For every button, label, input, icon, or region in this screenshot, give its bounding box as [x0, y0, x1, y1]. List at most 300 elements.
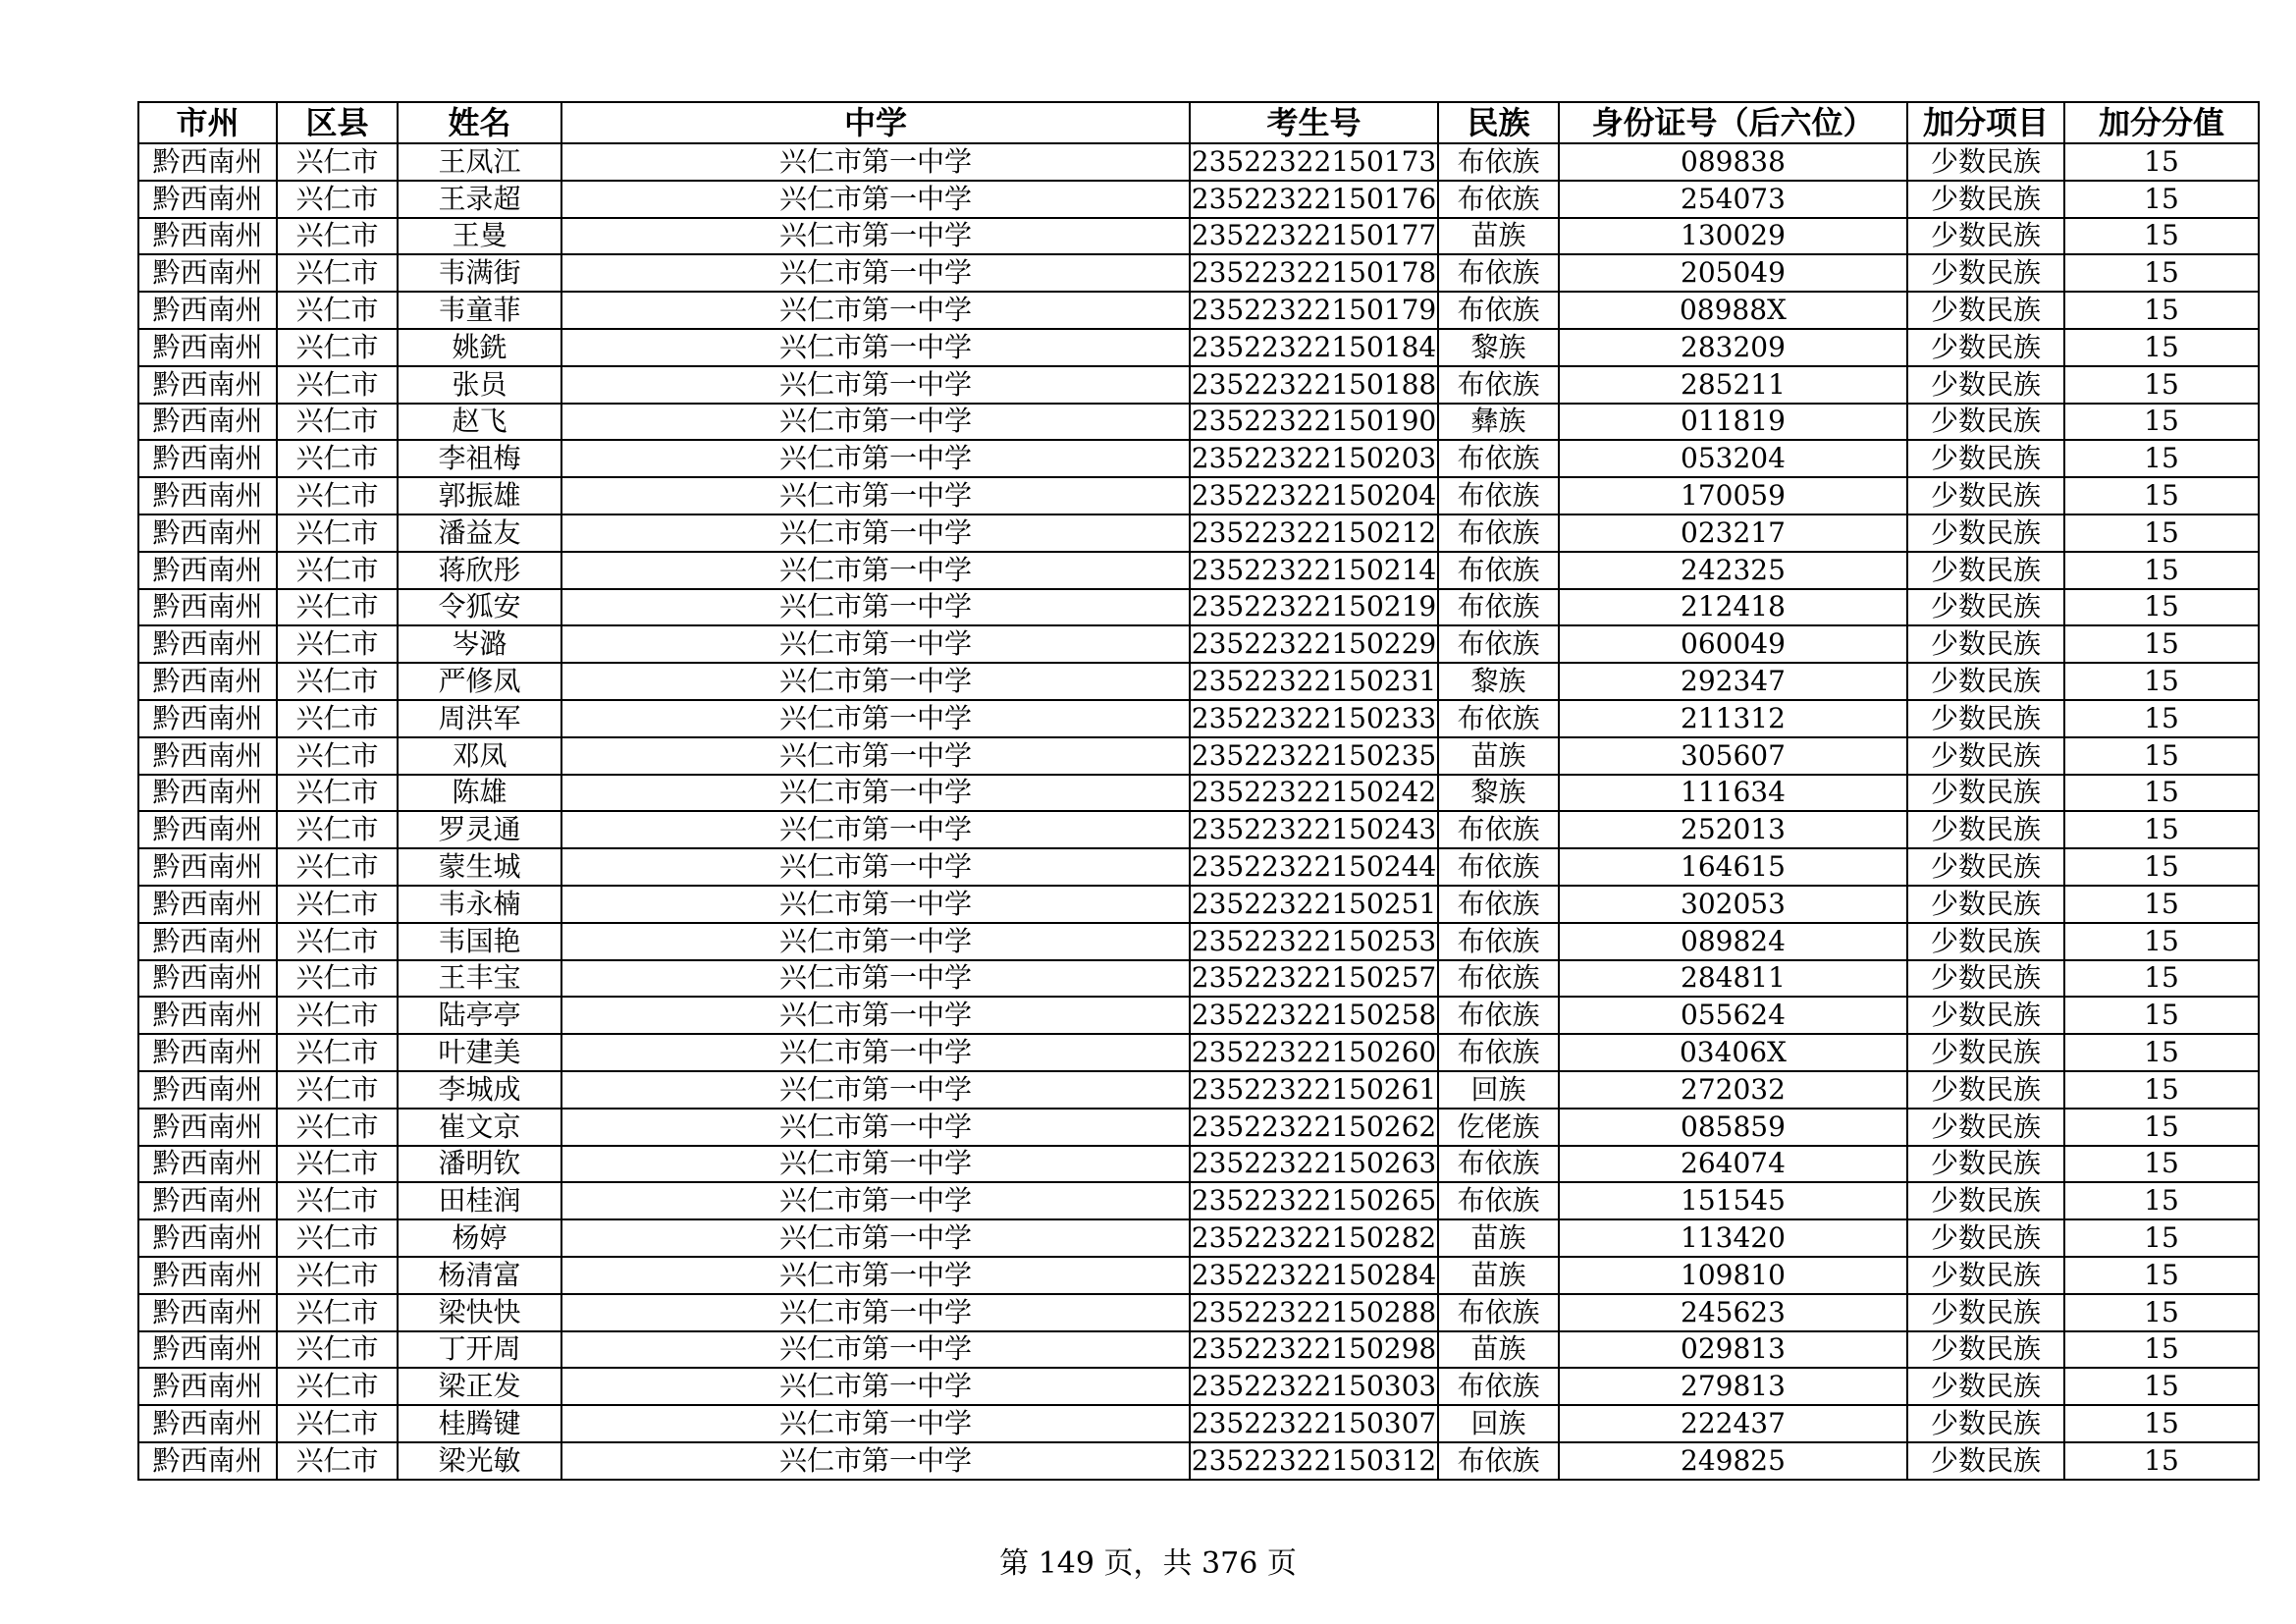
cell-county: 兴仁市	[277, 1257, 398, 1294]
cell-bonus-value: 15	[2064, 1331, 2259, 1369]
cell-ethnicity: 布依族	[1438, 254, 1559, 292]
cell-name: 梁光敏	[398, 1442, 561, 1480]
cell-county: 兴仁市	[277, 811, 398, 848]
cell-county: 兴仁市	[277, 1442, 398, 1480]
cell-school: 兴仁市第一中学	[561, 663, 1190, 700]
cell-ethnicity: 布依族	[1438, 960, 1559, 998]
cell-id-last-six: 279813	[1559, 1368, 1907, 1405]
cell-exam-number: 23522322150229	[1190, 625, 1438, 663]
cell-school: 兴仁市第一中学	[561, 404, 1190, 441]
cell-name: 李城成	[398, 1071, 561, 1109]
cell-ethnicity: 苗族	[1438, 1331, 1559, 1369]
cell-exam-number: 23522322150258	[1190, 997, 1438, 1034]
cell-bonus-item: 少数民族	[1907, 1405, 2064, 1442]
cell-exam-number: 23522322150184	[1190, 329, 1438, 366]
cell-id-last-six: 023217	[1559, 514, 1907, 552]
cell-bonus-item: 少数民族	[1907, 1331, 2064, 1369]
cell-name: 韦满街	[398, 254, 561, 292]
cell-exam-number: 23522322150173	[1190, 143, 1438, 181]
cell-name: 桂腾键	[398, 1405, 561, 1442]
cell-county: 兴仁市	[277, 1146, 398, 1183]
cell-bonus-value: 15	[2064, 811, 2259, 848]
cell-exam-number: 23522322150312	[1190, 1442, 1438, 1480]
cell-bonus-item: 少数民族	[1907, 366, 2064, 404]
cell-school: 兴仁市第一中学	[561, 366, 1190, 404]
cell-exam-number: 23522322150242	[1190, 775, 1438, 812]
cell-id-last-six: 302053	[1559, 886, 1907, 923]
cell-exam-number: 23522322150176	[1190, 181, 1438, 218]
cell-ethnicity: 布依族	[1438, 1034, 1559, 1071]
table-row	[138, 811, 2259, 848]
cell-ethnicity: 布依族	[1438, 997, 1559, 1034]
cell-city: 黔西南州	[138, 848, 277, 886]
cell-bonus-value: 15	[2064, 1109, 2259, 1146]
cell-name: 周洪军	[398, 700, 561, 737]
table-row	[138, 1146, 2259, 1183]
header-ethnicity: 民族	[1438, 102, 1559, 143]
cell-city: 黔西南州	[138, 1034, 277, 1071]
cell-bonus-item: 少数民族	[1907, 552, 2064, 589]
cell-name: 杨婷	[398, 1219, 561, 1257]
cell-exam-number: 23522322150204	[1190, 477, 1438, 514]
cell-name: 李祖梅	[398, 440, 561, 477]
cell-exam-number: 23522322150231	[1190, 663, 1438, 700]
cell-exam-number: 23522322150298	[1190, 1331, 1438, 1369]
cell-county: 兴仁市	[277, 514, 398, 552]
cell-school: 兴仁市第一中学	[561, 1294, 1190, 1331]
cell-exam-number: 23522322150244	[1190, 848, 1438, 886]
cell-county: 兴仁市	[277, 775, 398, 812]
cell-id-last-six: 245623	[1559, 1294, 1907, 1331]
cell-id-last-six: 109810	[1559, 1257, 1907, 1294]
cell-id-last-six: 284811	[1559, 960, 1907, 998]
cell-bonus-item: 少数民族	[1907, 218, 2064, 255]
cell-bonus-value: 15	[2064, 625, 2259, 663]
cell-bonus-value: 15	[2064, 737, 2259, 775]
cell-county: 兴仁市	[277, 552, 398, 589]
cell-name: 韦童菲	[398, 292, 561, 329]
cell-name: 梁快快	[398, 1294, 561, 1331]
cell-bonus-value: 15	[2064, 886, 2259, 923]
cell-bonus-value: 15	[2064, 477, 2259, 514]
cell-school: 兴仁市第一中学	[561, 923, 1190, 960]
cell-school: 兴仁市第一中学	[561, 625, 1190, 663]
header-exam-number: 考生号	[1190, 102, 1438, 143]
cell-id-last-six: 029813	[1559, 1331, 1907, 1369]
cell-ethnicity: 回族	[1438, 1405, 1559, 1442]
cell-county: 兴仁市	[277, 218, 398, 255]
cell-id-last-six: 060049	[1559, 625, 1907, 663]
cell-id-last-six: 089824	[1559, 923, 1907, 960]
table-row	[138, 1219, 2259, 1257]
table-row	[138, 1368, 2259, 1405]
cell-name: 陈雄	[398, 775, 561, 812]
cell-county: 兴仁市	[277, 366, 398, 404]
table-row	[138, 1294, 2259, 1331]
cell-name: 蒋欣彤	[398, 552, 561, 589]
cell-id-last-six: 08988X	[1559, 292, 1907, 329]
cell-bonus-item: 少数民族	[1907, 886, 2064, 923]
cell-county: 兴仁市	[277, 663, 398, 700]
cell-city: 黔西南州	[138, 404, 277, 441]
cell-school: 兴仁市第一中学	[561, 143, 1190, 181]
cell-bonus-value: 15	[2064, 1219, 2259, 1257]
table-row	[138, 514, 2259, 552]
table-row	[138, 218, 2259, 255]
cell-city: 黔西南州	[138, 1182, 277, 1219]
cell-id-last-six: 053204	[1559, 440, 1907, 477]
cell-name: 陆亭亭	[398, 997, 561, 1034]
cell-bonus-value: 15	[2064, 848, 2259, 886]
cell-ethnicity: 苗族	[1438, 737, 1559, 775]
cell-bonus-value: 15	[2064, 404, 2259, 441]
cell-county: 兴仁市	[277, 1071, 398, 1109]
cell-exam-number: 23522322150288	[1190, 1294, 1438, 1331]
cell-city: 黔西南州	[138, 440, 277, 477]
cell-bonus-item: 少数民族	[1907, 848, 2064, 886]
cell-name: 王曼	[398, 218, 561, 255]
cell-id-last-six: 205049	[1559, 254, 1907, 292]
table-row	[138, 737, 2259, 775]
cell-county: 兴仁市	[277, 700, 398, 737]
cell-city: 黔西南州	[138, 737, 277, 775]
cell-bonus-item: 少数民族	[1907, 329, 2064, 366]
cell-exam-number: 23522322150257	[1190, 960, 1438, 998]
cell-city: 黔西南州	[138, 1219, 277, 1257]
table-row	[138, 775, 2259, 812]
cell-name: 郭振雄	[398, 477, 561, 514]
cell-name: 蒙生城	[398, 848, 561, 886]
cell-ethnicity: 布依族	[1438, 625, 1559, 663]
cell-ethnicity: 布依族	[1438, 1146, 1559, 1183]
cell-city: 黔西南州	[138, 960, 277, 998]
table-row	[138, 663, 2259, 700]
cell-school: 兴仁市第一中学	[561, 254, 1190, 292]
cell-county: 兴仁市	[277, 292, 398, 329]
cell-city: 黔西南州	[138, 1405, 277, 1442]
cell-school: 兴仁市第一中学	[561, 440, 1190, 477]
cell-id-last-six: 055624	[1559, 997, 1907, 1034]
cell-bonus-item: 少数民族	[1907, 625, 2064, 663]
table-row	[138, 589, 2259, 626]
cell-ethnicity: 苗族	[1438, 1219, 1559, 1257]
cell-bonus-item: 少数民族	[1907, 811, 2064, 848]
cell-bonus-item: 少数民族	[1907, 700, 2064, 737]
cell-county: 兴仁市	[277, 440, 398, 477]
cell-exam-number: 23522322150177	[1190, 218, 1438, 255]
cell-city: 黔西南州	[138, 1442, 277, 1480]
cell-city: 黔西南州	[138, 589, 277, 626]
cell-bonus-value: 15	[2064, 1034, 2259, 1071]
cell-school: 兴仁市第一中学	[561, 477, 1190, 514]
cell-ethnicity: 布依族	[1438, 181, 1559, 218]
table-row	[138, 1182, 2259, 1219]
table-row	[138, 254, 2259, 292]
cell-bonus-value: 15	[2064, 1368, 2259, 1405]
cell-name: 王凤江	[398, 143, 561, 181]
cell-exam-number: 23522322150282	[1190, 1219, 1438, 1257]
cell-exam-number: 23522322150179	[1190, 292, 1438, 329]
cell-school: 兴仁市第一中学	[561, 218, 1190, 255]
cell-ethnicity: 布依族	[1438, 886, 1559, 923]
cell-id-last-six: 242325	[1559, 552, 1907, 589]
cell-id-last-six: 164615	[1559, 848, 1907, 886]
cell-id-last-six: 292347	[1559, 663, 1907, 700]
cell-exam-number: 23522322150284	[1190, 1257, 1438, 1294]
cell-name: 丁开周	[398, 1331, 561, 1369]
cell-city: 黔西南州	[138, 329, 277, 366]
cell-id-last-six: 249825	[1559, 1442, 1907, 1480]
cell-ethnicity: 布依族	[1438, 811, 1559, 848]
cell-school: 兴仁市第一中学	[561, 589, 1190, 626]
cell-id-last-six: 170059	[1559, 477, 1907, 514]
cell-bonus-value: 15	[2064, 143, 2259, 181]
cell-school: 兴仁市第一中学	[561, 886, 1190, 923]
cell-ethnicity: 黎族	[1438, 329, 1559, 366]
cell-bonus-value: 15	[2064, 181, 2259, 218]
cell-city: 黔西南州	[138, 663, 277, 700]
cell-city: 黔西南州	[138, 1368, 277, 1405]
cell-city: 黔西南州	[138, 254, 277, 292]
cell-school: 兴仁市第一中学	[561, 1146, 1190, 1183]
table-row	[138, 886, 2259, 923]
cell-id-last-six: 113420	[1559, 1219, 1907, 1257]
cell-exam-number: 23522322150243	[1190, 811, 1438, 848]
cell-school: 兴仁市第一中学	[561, 737, 1190, 775]
cell-city: 黔西南州	[138, 552, 277, 589]
cell-bonus-item: 少数民族	[1907, 1071, 2064, 1109]
cell-ethnicity: 苗族	[1438, 218, 1559, 255]
cell-exam-number: 23522322150261	[1190, 1071, 1438, 1109]
table-row	[138, 292, 2259, 329]
cell-bonus-item: 少数民族	[1907, 440, 2064, 477]
cell-bonus-item: 少数民族	[1907, 1257, 2064, 1294]
cell-name: 令狐安	[398, 589, 561, 626]
cell-bonus-item: 少数民族	[1907, 1442, 2064, 1480]
cell-ethnicity: 彝族	[1438, 404, 1559, 441]
cell-name: 潘明钦	[398, 1146, 561, 1183]
cell-county: 兴仁市	[277, 143, 398, 181]
table-row	[138, 848, 2259, 886]
cell-school: 兴仁市第一中学	[561, 1109, 1190, 1146]
cell-name: 潘益友	[398, 514, 561, 552]
cell-exam-number: 23522322150263	[1190, 1146, 1438, 1183]
cell-bonus-item: 少数民族	[1907, 477, 2064, 514]
cell-city: 黔西南州	[138, 775, 277, 812]
cell-ethnicity: 布依族	[1438, 552, 1559, 589]
cell-school: 兴仁市第一中学	[561, 1331, 1190, 1369]
table-row	[138, 1442, 2259, 1480]
cell-school: 兴仁市第一中学	[561, 997, 1190, 1034]
cell-county: 兴仁市	[277, 1331, 398, 1369]
cell-city: 黔西南州	[138, 514, 277, 552]
cell-school: 兴仁市第一中学	[561, 1405, 1190, 1442]
cell-exam-number: 23522322150303	[1190, 1368, 1438, 1405]
table-body	[138, 143, 2259, 1480]
cell-school: 兴仁市第一中学	[561, 775, 1190, 812]
cell-bonus-value: 15	[2064, 589, 2259, 626]
cell-exam-number: 23522322150260	[1190, 1034, 1438, 1071]
cell-ethnicity: 苗族	[1438, 1257, 1559, 1294]
cell-bonus-value: 15	[2064, 440, 2259, 477]
header-county: 区县	[277, 102, 398, 143]
table-row	[138, 625, 2259, 663]
cell-bonus-value: 15	[2064, 1405, 2259, 1442]
table-row	[138, 404, 2259, 441]
cell-id-last-six: 130029	[1559, 218, 1907, 255]
cell-ethnicity: 布依族	[1438, 514, 1559, 552]
cell-bonus-item: 少数民族	[1907, 1109, 2064, 1146]
cell-bonus-item: 少数民族	[1907, 292, 2064, 329]
cell-bonus-item: 少数民族	[1907, 997, 2064, 1034]
cell-exam-number: 23522322150188	[1190, 366, 1438, 404]
cell-school: 兴仁市第一中学	[561, 1182, 1190, 1219]
cell-exam-number: 23522322150178	[1190, 254, 1438, 292]
cell-id-last-six: 211312	[1559, 700, 1907, 737]
table-row	[138, 997, 2259, 1034]
cell-school: 兴仁市第一中学	[561, 1034, 1190, 1071]
cell-city: 黔西南州	[138, 1331, 277, 1369]
cell-bonus-value: 15	[2064, 997, 2259, 1034]
cell-school: 兴仁市第一中学	[561, 292, 1190, 329]
cell-county: 兴仁市	[277, 477, 398, 514]
cell-bonus-value: 15	[2064, 1257, 2259, 1294]
header-school: 中学	[561, 102, 1190, 143]
cell-bonus-item: 少数民族	[1907, 663, 2064, 700]
header-name: 姓名	[398, 102, 561, 143]
cell-city: 黔西南州	[138, 1071, 277, 1109]
cell-exam-number: 23522322150253	[1190, 923, 1438, 960]
cell-bonus-item: 少数民族	[1907, 254, 2064, 292]
cell-county: 兴仁市	[277, 329, 398, 366]
cell-bonus-item: 少数民族	[1907, 737, 2064, 775]
cell-exam-number: 23522322150307	[1190, 1405, 1438, 1442]
header-bonus-value: 加分分值	[2064, 102, 2259, 143]
table-row	[138, 477, 2259, 514]
cell-city: 黔西南州	[138, 366, 277, 404]
table-row	[138, 960, 2259, 998]
cell-county: 兴仁市	[277, 1219, 398, 1257]
cell-ethnicity: 布依族	[1438, 477, 1559, 514]
cell-city: 黔西南州	[138, 218, 277, 255]
cell-county: 兴仁市	[277, 589, 398, 626]
cell-bonus-item: 少数民族	[1907, 960, 2064, 998]
cell-city: 黔西南州	[138, 477, 277, 514]
cell-id-last-six: 085859	[1559, 1109, 1907, 1146]
cell-city: 黔西南州	[138, 811, 277, 848]
cell-id-last-six: 089838	[1559, 143, 1907, 181]
cell-county: 兴仁市	[277, 181, 398, 218]
cell-county: 兴仁市	[277, 923, 398, 960]
cell-bonus-item: 少数民族	[1907, 775, 2064, 812]
cell-county: 兴仁市	[277, 848, 398, 886]
bonus-points-table	[137, 101, 2260, 1481]
cell-id-last-six: 252013	[1559, 811, 1907, 848]
cell-city: 黔西南州	[138, 923, 277, 960]
cell-ethnicity: 黎族	[1438, 775, 1559, 812]
cell-ethnicity: 布依族	[1438, 1294, 1559, 1331]
cell-school: 兴仁市第一中学	[561, 811, 1190, 848]
table-row	[138, 700, 2259, 737]
page-footer: 第 149 页，共 376 页	[999, 1546, 1297, 1581]
cell-exam-number: 23522322150265	[1190, 1182, 1438, 1219]
cell-school: 兴仁市第一中学	[561, 329, 1190, 366]
cell-bonus-value: 15	[2064, 292, 2259, 329]
cell-id-last-six: 254073	[1559, 181, 1907, 218]
table-row	[138, 1257, 2259, 1294]
cell-county: 兴仁市	[277, 625, 398, 663]
cell-bonus-item: 少数民族	[1907, 404, 2064, 441]
cell-school: 兴仁市第一中学	[561, 1257, 1190, 1294]
cell-name: 岑潞	[398, 625, 561, 663]
cell-name: 叶建美	[398, 1034, 561, 1071]
cell-city: 黔西南州	[138, 886, 277, 923]
cell-exam-number: 23522322150203	[1190, 440, 1438, 477]
cell-county: 兴仁市	[277, 1294, 398, 1331]
cell-bonus-value: 15	[2064, 923, 2259, 960]
cell-exam-number: 23522322150233	[1190, 700, 1438, 737]
cell-county: 兴仁市	[277, 254, 398, 292]
cell-ethnicity: 布依族	[1438, 700, 1559, 737]
cell-bonus-value: 15	[2064, 775, 2259, 812]
cell-bonus-value: 15	[2064, 1182, 2259, 1219]
cell-bonus-value: 15	[2064, 700, 2259, 737]
cell-name: 严修凤	[398, 663, 561, 700]
cell-bonus-value: 15	[2064, 514, 2259, 552]
cell-school: 兴仁市第一中学	[561, 700, 1190, 737]
cell-id-last-six: 011819	[1559, 404, 1907, 441]
cell-id-last-six: 212418	[1559, 589, 1907, 626]
cell-school: 兴仁市第一中学	[561, 1219, 1190, 1257]
cell-ethnicity: 仡佬族	[1438, 1109, 1559, 1146]
cell-school: 兴仁市第一中学	[561, 181, 1190, 218]
cell-county: 兴仁市	[277, 404, 398, 441]
cell-bonus-item: 少数民族	[1907, 1146, 2064, 1183]
cell-id-last-six: 151545	[1559, 1182, 1907, 1219]
cell-county: 兴仁市	[277, 997, 398, 1034]
table-row	[138, 366, 2259, 404]
cell-school: 兴仁市第一中学	[561, 960, 1190, 998]
cell-bonus-value: 15	[2064, 366, 2259, 404]
cell-bonus-item: 少数民族	[1907, 1219, 2064, 1257]
cell-school: 兴仁市第一中学	[561, 1071, 1190, 1109]
cell-county: 兴仁市	[277, 886, 398, 923]
cell-county: 兴仁市	[277, 737, 398, 775]
table-row	[138, 181, 2259, 218]
cell-bonus-item: 少数民族	[1907, 923, 2064, 960]
cell-name: 姚銑	[398, 329, 561, 366]
cell-bonus-item: 少数民族	[1907, 1294, 2064, 1331]
cell-city: 黔西南州	[138, 1146, 277, 1183]
cell-bonus-value: 15	[2064, 1146, 2259, 1183]
cell-exam-number: 23522322150251	[1190, 886, 1438, 923]
cell-name: 崔文京	[398, 1109, 561, 1146]
cell-city: 黔西南州	[138, 1257, 277, 1294]
cell-name: 邓凤	[398, 737, 561, 775]
cell-bonus-value: 15	[2064, 218, 2259, 255]
cell-bonus-value: 15	[2064, 1442, 2259, 1480]
cell-county: 兴仁市	[277, 1034, 398, 1071]
cell-bonus-item: 少数民族	[1907, 589, 2064, 626]
cell-county: 兴仁市	[277, 960, 398, 998]
cell-city: 黔西南州	[138, 997, 277, 1034]
cell-bonus-item: 少数民族	[1907, 1034, 2064, 1071]
cell-ethnicity: 布依族	[1438, 440, 1559, 477]
cell-bonus-value: 15	[2064, 254, 2259, 292]
cell-name: 韦国艳	[398, 923, 561, 960]
table-row	[138, 143, 2259, 181]
cell-city: 黔西南州	[138, 143, 277, 181]
